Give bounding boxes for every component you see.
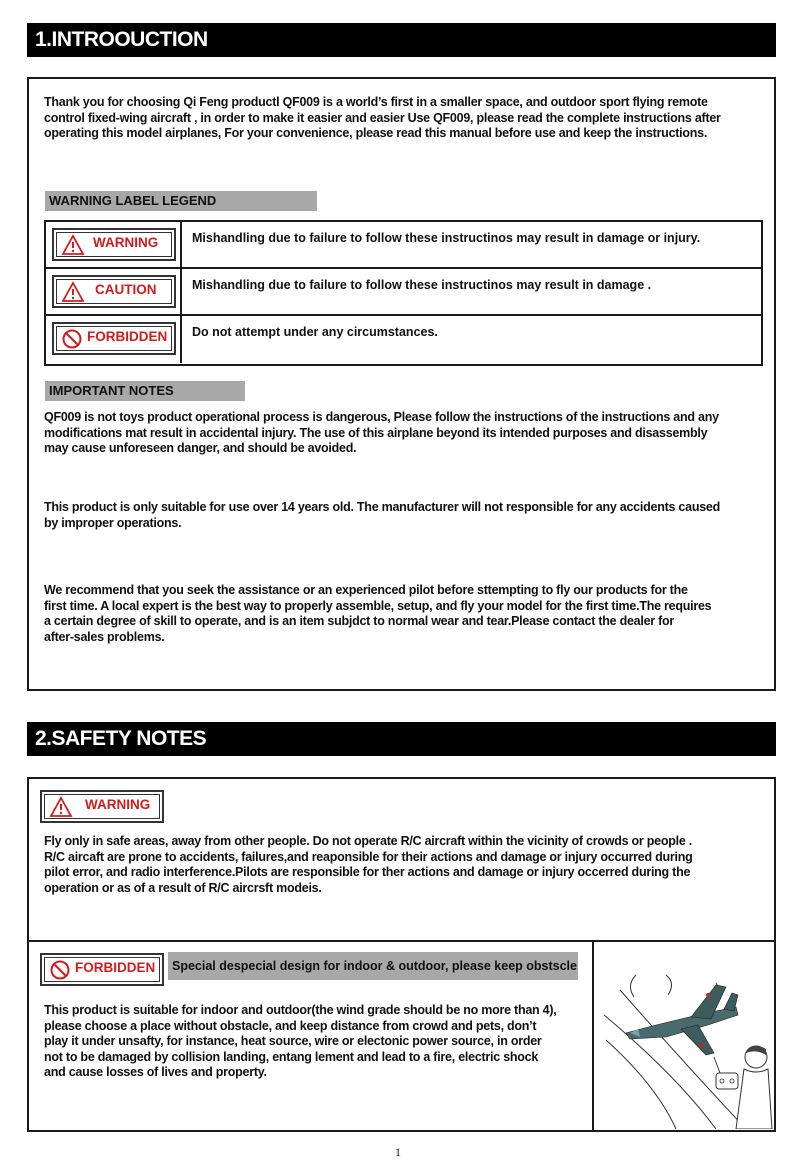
badge-label: CAUTION [95, 282, 157, 297]
intro-line: operating this model airplanes, For your convenience, please read this manual before use and keep the instructions. [44, 126, 708, 140]
badge-label: WARNING [85, 797, 151, 812]
forbidden-paragraph [44, 1003, 589, 1081]
warning-line: Fly only in safe areas, away from other people. Do not operate R/C aircraft within the vicinity of crowds or people . [44, 834, 692, 848]
notes-line: first time. A local expert is the best way to properly assemble, setup, and fly your model for the first time.The requires [44, 598, 712, 613]
intro-line: Thank you for choosing Qi Feng productl QF009 is a world’s first in a smaller space, and outdoor sport flying remote [44, 95, 708, 109]
section-title-safety-notes: 2.SAFETY NOTES [27, 722, 776, 756]
notes-line: after-sales problems. [44, 629, 165, 644]
warning-line: R/C aircaft are prone to accidents, failures,and reaponsible for their actions and damage or injury occurred during [44, 849, 693, 864]
notes-line: We recommend that you seek the assistance or an experienced pilot before sttempting to fly our products for the [44, 583, 688, 597]
forbidden-line: play it under unsafty, for instance, heat source, wire or electonic power source, in order [44, 1034, 542, 1048]
forbidden-line: not to be damaged by collision landing, entang lement and lead to a fire, electric shock [44, 1049, 539, 1064]
legend-row-warning [46, 222, 761, 269]
caution-badge [52, 275, 176, 308]
notes-line: may cause unforeseen danger, and should be avoided. [44, 441, 357, 455]
assistance-paragraph [44, 583, 764, 645]
legend-description: Mishandling due to failure to follow these instructinos may result in damage . [192, 278, 652, 292]
notes-line: This product is only suitable for use over 14 years old. The manufacturer will not responsible for any accidents caused [44, 500, 720, 514]
important-notes-heading: IMPORTANT NOTES [45, 381, 245, 401]
warning-triangle-icon [49, 796, 73, 818]
safety-warning-badge [40, 790, 164, 823]
safety-forbidden-badge [40, 953, 164, 986]
forbidden-badge [52, 322, 176, 355]
warning-triangle-icon [61, 281, 85, 303]
notes-paragraph [44, 410, 764, 457]
section-title-introduction: 1.INTROOUCTION [27, 23, 776, 57]
legend-row-forbidden [46, 316, 761, 363]
prohibited-icon [61, 328, 83, 350]
warning-legend-heading: WARNING LABEL LEGEND [45, 191, 317, 211]
pilot-figure [714, 1046, 772, 1129]
notes-line: a certain degree of skill to operate, and is an item subjdct to normal wear and tear.Please contact the dealer for [44, 614, 675, 628]
badge-label: FORBIDDEN [75, 960, 156, 975]
age-paragraph [44, 500, 764, 531]
rc-airplane-illustration [596, 945, 774, 1129]
warning-triangle-icon [61, 234, 85, 256]
legend-description: Do not attempt under any circumstances. [192, 325, 438, 339]
transmitter-icon [716, 1073, 738, 1089]
warning-legend-table [44, 220, 763, 366]
warning-badge [52, 228, 176, 261]
notes-line: QF009 is not toys product operational process is dangerous, Please follow the instructions of the instructions and any [44, 410, 719, 424]
warning-line: operation or as of a result of R/C aircrsft modeis. [44, 880, 322, 895]
prohibited-icon [49, 959, 71, 981]
badge-label: WARNING [93, 235, 159, 250]
legend-row-caution [46, 269, 761, 316]
airplane-shape [626, 985, 738, 1055]
forbidden-heading: Special despecial design for indoor & outdoor, please keep obstscle [168, 952, 578, 980]
page-number: 1 [395, 1145, 401, 1159]
safety-warning-paragraph [44, 834, 764, 896]
legend-description: Mishandling due to failure to follow these instructinos may result in damage or injury. [192, 231, 701, 245]
warning-line: pilot error, and radio interference.Pilots are responsible for ther actions and damage or injury occerred during the [44, 865, 691, 879]
badge-label: FORBIDDEN [87, 329, 168, 344]
notes-line: by improper operations. [44, 515, 182, 530]
notes-line: modifications mat result in accidental injury. The use of this airplane beyond its intended purposes and disassembly [44, 425, 708, 440]
intro-line: control fixed-wing aircraft , in order to make it easier and easier Use QF009, please read the complete instructions after [44, 110, 721, 125]
intro-paragraph [44, 95, 764, 142]
forbidden-line: and cause losses of lives and property. [44, 1065, 267, 1079]
forbidden-line: please choose a place without obstacle, and keep distance from crowd and pets, don’t [44, 1018, 537, 1033]
forbidden-line: This product is suitable for indoor and outdoor(the wind grade should be no more than 4), [44, 1003, 557, 1017]
